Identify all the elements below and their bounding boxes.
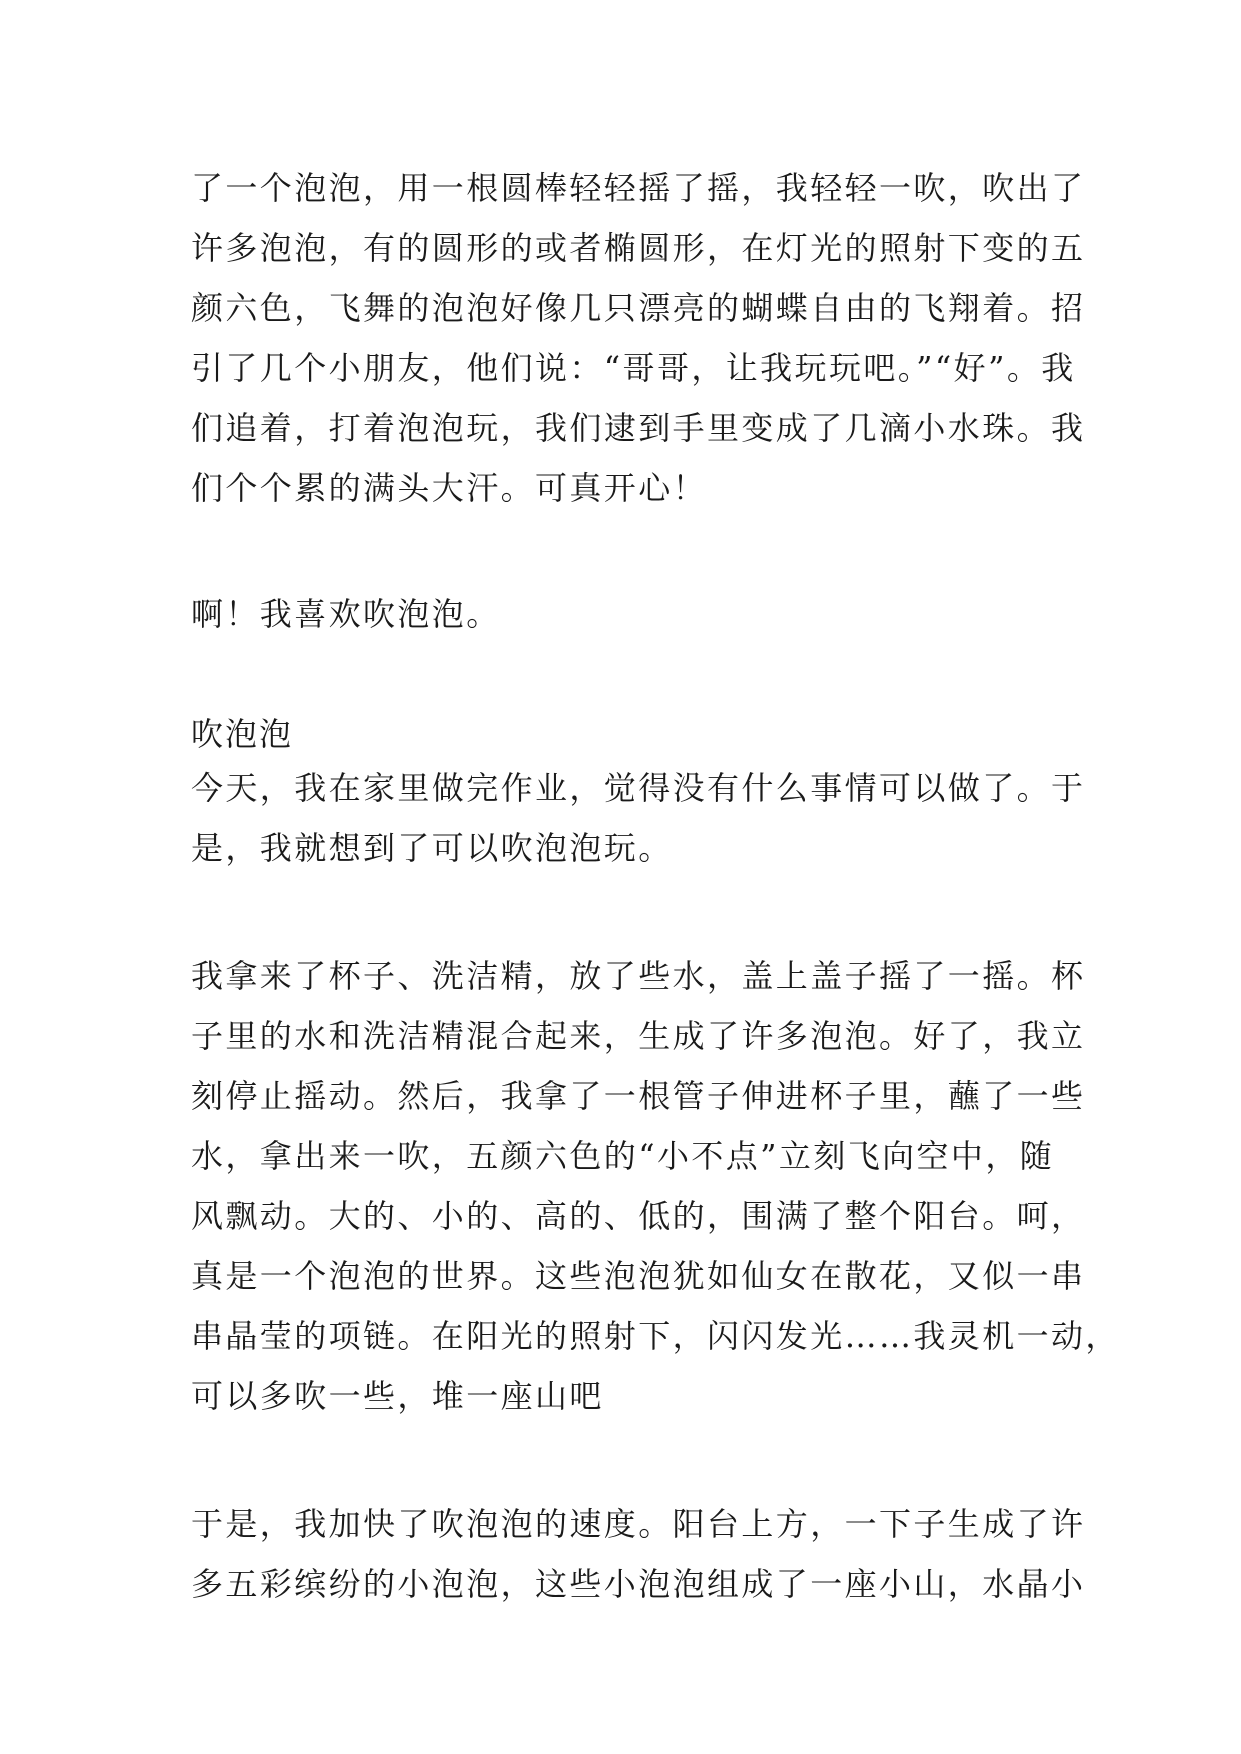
essay-title: 吹泡泡 xyxy=(191,715,294,753)
text-line: 刻停止摇动。然后，我拿了一根管子伸进杯子里，蘸了一些 xyxy=(191,1077,1086,1115)
paragraph-5 xyxy=(191,1494,1086,1614)
text-line: 水，拿出来一吹，五颜六色的“小不点”立刻飞向空中，随 xyxy=(191,1137,1055,1175)
paragraph-3 xyxy=(191,758,1086,878)
text-line: 引了几个小朋友，他们说：“哥哥，让我玩玩吧。”“好”。我 xyxy=(191,349,1076,387)
text-line: 们追着，打着泡泡玩，我们逮到手里变成了几滴小水珠。我 xyxy=(191,409,1086,447)
text-line: 风飘动。大的、小的、高的、低的，围满了整个阳台。呵， xyxy=(191,1197,1086,1235)
text-line: 们个个累的满头大汗。可真开心！ xyxy=(191,469,708,507)
text-line: 多五彩缤纷的小泡泡，这些小泡泡组成了一座小山，水晶小 xyxy=(191,1565,1086,1603)
text-line: 了一个泡泡，用一根圆棒轻轻摇了摇，我轻轻一吹，吹出了 xyxy=(191,169,1086,207)
essay-title-block xyxy=(191,710,1071,758)
paragraph-4 xyxy=(191,946,1120,1426)
paragraph-1 xyxy=(191,158,1086,518)
text-line: 真是一个泡泡的世界。这些泡泡犹如仙女在散花，又似一串 xyxy=(191,1257,1086,1295)
paragraph-spacer xyxy=(191,1426,1071,1494)
text-line: 啊！我喜欢吹泡泡。 xyxy=(191,595,501,633)
text-line: 串晶莹的项链。在阳光的照射下，闪闪发光……我灵机一动， xyxy=(191,1317,1120,1355)
document-body xyxy=(191,158,1120,1614)
paragraph-2 xyxy=(191,584,1071,644)
text-line: 今天，我在家里做完作业，觉得没有什么事情可以做了。于 xyxy=(191,769,1086,807)
paragraph-spacer xyxy=(191,644,1071,710)
text-line: 于是，我加快了吹泡泡的速度。阳台上方，一下子生成了许 xyxy=(191,1505,1086,1543)
text-line: 子里的水和洗洁精混合起来，生成了许多泡泡。好了，我立 xyxy=(191,1017,1086,1055)
paragraph-spacer xyxy=(191,518,1071,584)
text-line: 我拿来了杯子、洗洁精，放了些水，盖上盖子摇了一摇。杯 xyxy=(191,957,1086,995)
paragraph-spacer xyxy=(191,878,1071,946)
text-line: 颜六色，飞舞的泡泡好像几只漂亮的蝴蝶自由的飞翔着。招 xyxy=(191,289,1086,327)
text-line: 是，我就想到了可以吹泡泡玩。 xyxy=(191,829,673,867)
text-line: 可以多吹一些，堆一座山吧 xyxy=(191,1377,604,1415)
text-line: 许多泡泡，有的圆形的或者椭圆形，在灯光的照射下变的五 xyxy=(191,229,1086,267)
